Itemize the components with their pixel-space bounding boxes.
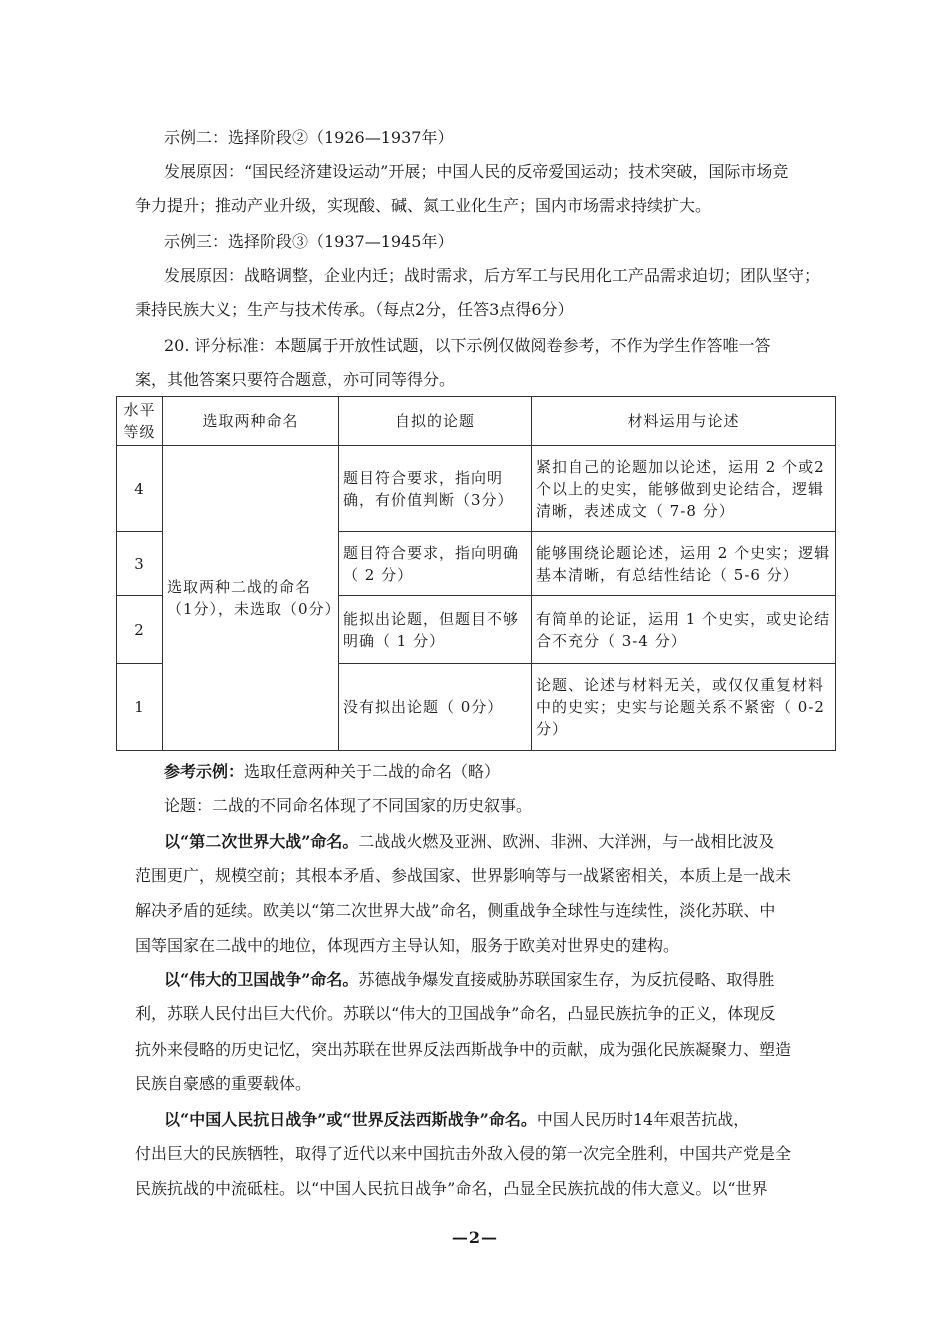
paragraph-line: 国等国家在二战中的地位，体现西方主导认知，服务于欧美对世界史的建构。 (135, 936, 680, 955)
reference-example-line (164, 762, 500, 782)
topic-cell: 题目符合要求，指向明确（ 2 分） (339, 532, 532, 596)
topic-cell: 题目符合要求，指向明确，有价值判断（3分） (339, 446, 532, 532)
reference-example-text: 选取任意两种关于二战的命名（略） (244, 762, 501, 781)
scoring-table (116, 396, 836, 751)
level-cell: 3 (117, 532, 163, 596)
topic-cell: 能拟出论题，但题目不够明确（ 1 分） (339, 596, 532, 664)
example2-heading: 示例二：选择阶段②（1926—1937年） (164, 128, 454, 147)
thesis-line: 论题：二战的不同命名体现了不同国家的历史叙事。 (164, 796, 533, 815)
section-text: 二战战火燃及亚洲、欧洲、非洲、大洋洲，与一战相比波及 (358, 832, 775, 851)
paragraph-line: 付出巨大的民族牺牲，取得了近代以来中国抗击外敌入侵的第一次完全胜利，中国共产党是全 (135, 1144, 792, 1163)
question-20-scoring: 20. 评分标准：本题属于开放性试题，以下示例仅做阅卷参考，不作为学生作答唯一答 (164, 336, 771, 355)
section-anti-japanese-war-line (164, 1110, 749, 1130)
paragraph-line: 解决矛盾的延续。欧美以“第二次世界大战”命名，侧重战争全球性与连续性，淡化苏联、中 (135, 901, 776, 920)
material-cell: 能够围绕论题论述，运用 2 个史实；逻辑基本清晰，有总结性结论（ 5-6 分） (532, 532, 836, 596)
paragraph-line: 案，其他答案只要符合题意，亦可同等得分。 (135, 370, 456, 389)
paragraph-line: 民族抗战的中流砥柱。以“中国人民抗日战争”命名，凸显全民族抗战的伟大意义。以“世界 (135, 1179, 768, 1198)
section-patriotic-war-heading: 以“伟大的卫国战争”命名。 (164, 970, 359, 989)
section-ww2-line (164, 832, 774, 852)
paragraph-line: 发展原因：战略调整，企业内迁；战时需求，后方军工与民用化工产品需求迫切；团队坚守； (164, 266, 821, 285)
table-row (117, 446, 836, 532)
material-cell: 有简单的论证，运用 1 个史实，或史论结合不充分（ 3-4 分） (532, 596, 836, 664)
topic-cell: 没有拟出论题（ 0分） (339, 664, 532, 751)
paragraph-line: 发展原因：“国民经济建设运动”开展；中国人民的反帝爱国运动；技术突破，国际市场竞 (164, 162, 789, 181)
table-header-material: 材料运用与论述 (532, 397, 836, 446)
level-cell: 2 (117, 596, 163, 664)
reference-example-label: 参考示例： (164, 762, 245, 781)
paragraph-line: 抗外来侵略的历史记忆，突出苏联在世界反法西斯战争中的贡献，成为强化民族凝聚力、塑造 (135, 1040, 792, 1059)
paragraph-line: 民族自豪感的重要载体。 (135, 1074, 312, 1093)
paragraph-line: 利，苏联人民付出巨大代价。苏联以“伟大的卫国战争”命名，凸显民族抗争的正义，体现反 (135, 1004, 776, 1023)
section-text: 苏德战争爆发直接威胁苏联国家生存，为反抗侵略、取得胜 (358, 970, 775, 989)
section-patriotic-war-line (164, 970, 774, 990)
page-number: —2— (451, 1228, 499, 1247)
level-cell: 1 (117, 664, 163, 751)
paragraph-line: 范围更广，规模空前；其根本矛盾、参战国家、世界影响等与一战紧密相关，本质上是一战未 (135, 866, 792, 885)
table-header-level: 水平等级 (117, 397, 163, 446)
table-header-topic: 自拟的论题 (339, 397, 532, 446)
naming-criteria-cell: 选取两种二战的命名（1分），未选取（0分） (163, 446, 339, 751)
section-ww2-heading: 以“第二次世界大战”命名。 (164, 832, 359, 851)
material-cell: 紧扣自己的论题加以论述，运用 2 个或2个以上的史实，能够做到史论结合，逻辑清晰，表述成文（ 7-8 分） (532, 446, 836, 532)
section-text: 中国人民历时14年艰苦抗战， (536, 1110, 750, 1129)
paragraph-line: 争力提升；推动产业升级，实现酸、碱、氮工业化生产；国内市场需求持续扩大。 (135, 196, 712, 215)
example3-heading: 示例三：选择阶段③（1937—1945年） (164, 232, 454, 251)
paragraph-line: 秉持民族大义；生产与技术传承。（每点2分，任答3点得6分） (135, 300, 574, 319)
section-anti-japanese-war-heading: 以“中国人民抗日战争”或“世界反法西斯战争”命名。 (164, 1110, 537, 1129)
table-header-naming: 选取两种命名 (163, 397, 339, 446)
material-cell: 论题、论述与材料无关，或仅仅重复材料中的史实；史实与论题关系不紧密（ 0-2 分） (532, 664, 836, 751)
level-cell: 4 (117, 446, 163, 532)
